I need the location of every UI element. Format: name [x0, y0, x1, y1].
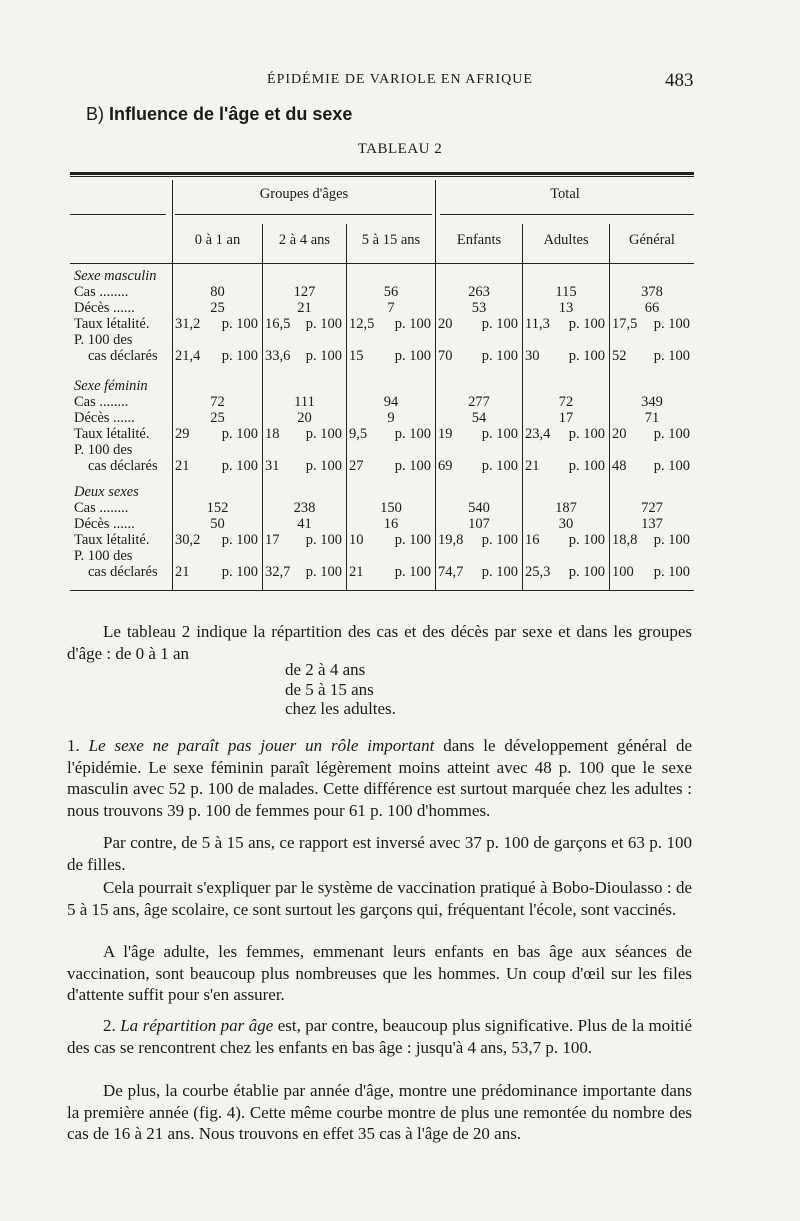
cell-value: 20 — [438, 316, 453, 332]
row-label: Cas ........ — [74, 394, 129, 410]
cell-value: 72 — [210, 394, 225, 410]
cell-value: 29 — [175, 426, 190, 442]
cell-value: 20 — [297, 410, 312, 426]
cell-value: 238 — [293, 500, 316, 516]
cell-unit: p. 100 — [394, 348, 431, 364]
cell-value: 41 — [297, 516, 312, 532]
cell-value: 17,5 — [612, 316, 638, 332]
column-header: 0 à 1 an — [194, 232, 241, 248]
cell-value: 25,3 — [525, 564, 551, 580]
cell-value: 74,7 — [438, 564, 464, 580]
cell-value: 94 — [383, 394, 399, 410]
column-header: 2 à 4 ans — [278, 232, 331, 248]
row-label: Décès ...... — [74, 516, 135, 532]
cell-value: 66 — [644, 300, 660, 316]
cell-value: 56 — [383, 284, 399, 300]
section-letter: B) — [86, 104, 104, 124]
paragraph: Cela pourrait s'expliquer par le système de vaccination pratiqué à Bobo-Dioulasso : de 5 à 15 ans, âge scolaire, ce sont surtout les garçons qui, fréquentant l'école, sont vaccinés. — [67, 878, 692, 919]
emphasis: Le sexe ne paraît pas jouer un rôle important — [88, 736, 435, 755]
cell-unit: p. 100 — [305, 316, 342, 332]
cell-value: 21 — [175, 564, 190, 580]
cell-value: 71 — [644, 410, 660, 426]
row-label: cas déclarés — [88, 564, 158, 580]
cell-value: 27 — [349, 458, 364, 474]
age-list-item: de 5 à 15 ans — [285, 679, 374, 699]
cell-value: 137 — [641, 516, 663, 532]
cell-unit: p. 100 — [653, 532, 690, 548]
cell-value: 30,2 — [175, 532, 201, 548]
cell-value: 9 — [387, 410, 395, 426]
row-label: Taux létalité. — [74, 532, 150, 548]
column-header: 5 à 15 ans — [361, 232, 421, 248]
cell-value: 20 — [612, 426, 627, 442]
cell-value: 48 — [612, 458, 627, 474]
cell-value: 187 — [555, 500, 577, 516]
group-label: Sexe féminin — [74, 378, 148, 394]
total-group-rule — [440, 214, 694, 215]
cell-value: 50 — [210, 516, 225, 532]
cell-unit: p. 100 — [653, 458, 690, 474]
cell-value: 72 — [558, 394, 574, 410]
cell-value: 16 — [383, 516, 399, 532]
page-number: 483 — [665, 70, 694, 91]
column-header: Adultes — [543, 232, 589, 248]
cell-value: 17 — [558, 410, 574, 426]
cell-value: 21,4 — [175, 348, 201, 364]
section-title: Influence de l'âge et du sexe — [109, 104, 353, 124]
cell-unit: p. 100 — [394, 564, 431, 580]
row-label: Cas ........ — [74, 500, 129, 516]
row-label: Taux létalité. — [74, 316, 150, 332]
cell-unit: p. 100 — [221, 564, 258, 580]
table-caption: TABLEAU 2 — [357, 141, 443, 157]
paragraph-number: 2. — [103, 1016, 116, 1035]
cell-value: 15 — [349, 348, 364, 364]
cell-value: 19 — [438, 426, 453, 442]
cell-value: 21 — [175, 458, 190, 474]
cell-value: 70 — [438, 348, 453, 364]
cell-value: 80 — [210, 284, 225, 300]
cell-unit: p. 100 — [568, 458, 605, 474]
cell-unit: p. 100 — [481, 316, 518, 332]
cell-value: 69 — [438, 458, 453, 474]
paragraph-text: dans le développement général de l'épidémie. Le sexe féminin paraît légèrement moins atteint avec 48 p. 100 que le sexe masculin avec 52 p. 100 de malades. Cette différence est surtout marquée chez les adultes : nous trouvons 39 p. 100 de femmes pour 61 p. 100 d'hommes. — [67, 736, 693, 820]
cell-value: 9,5 — [349, 426, 368, 442]
cell-unit: p. 100 — [305, 348, 342, 364]
header-bottom-rule — [70, 263, 694, 264]
cell-unit: p. 100 — [568, 426, 605, 442]
cell-unit: p. 100 — [481, 426, 518, 442]
row-label: cas déclarés — [88, 348, 158, 364]
cell-unit: p. 100 — [653, 426, 690, 442]
cell-value: 150 — [380, 500, 402, 516]
paragraph: Par contre, de 5 à 15 ans, ce rapport est inversé avec 37 p. 100 de garçons et 63 p. 100 de filles. — [67, 833, 692, 874]
cell-unit: p. 100 — [221, 532, 258, 548]
cell-value: 21 — [525, 458, 540, 474]
cell-unit: p. 100 — [568, 348, 605, 364]
cell-value: 540 — [468, 500, 490, 516]
row-label: P. 100 des — [74, 442, 133, 458]
cell-value: 54 — [471, 410, 487, 426]
cell-value: 53 — [471, 300, 487, 316]
paragraph: A l'âge adulte, les femmes, emmenant leurs enfants en bas âge aux séances de vaccination, sont beaucoup plus nombreuses que les hommes. Un coup d'œil sur les files d'attente suffit pour s'en assurer. — [67, 942, 692, 1004]
table-top-rule-thin — [70, 176, 694, 177]
cell-value: 25 — [210, 410, 225, 426]
cell-value: 16 — [525, 532, 540, 548]
cell-unit: p. 100 — [481, 458, 518, 474]
cell-value: 349 — [641, 394, 663, 410]
cell-value: 111 — [294, 394, 315, 410]
emphasis: La répartition par âge — [120, 1016, 274, 1035]
cell-value: 11,3 — [525, 316, 550, 332]
row-label: cas déclarés — [88, 458, 158, 474]
cell-unit: p. 100 — [481, 564, 518, 580]
cell-value: 32,7 — [265, 564, 291, 580]
cell-unit: p. 100 — [568, 532, 605, 548]
row-label: Décès ...... — [74, 300, 135, 316]
cell-unit: p. 100 — [305, 532, 342, 548]
cell-unit: p. 100 — [221, 458, 258, 474]
cell-value: 21 — [297, 300, 312, 316]
cell-unit: p. 100 — [305, 458, 342, 474]
paragraph-age — [67, 1015, 692, 1058]
column-header: Enfants — [456, 232, 502, 248]
age-group-rule — [175, 214, 432, 215]
cell-value: 30 — [525, 348, 540, 364]
table-top-rule — [70, 172, 694, 175]
row-label: Cas ........ — [74, 284, 129, 300]
cell-unit: p. 100 — [481, 348, 518, 364]
cell-value: 115 — [555, 284, 577, 300]
cell-unit: p. 100 — [221, 426, 258, 442]
cell-value: 19,8 — [438, 532, 464, 548]
age-list-item: de 2 à 4 ans — [285, 660, 366, 679]
cell-unit: p. 100 — [305, 564, 342, 580]
cell-value: 18,8 — [612, 532, 638, 548]
paragraph-sex — [67, 735, 692, 821]
stub-rule — [70, 214, 166, 215]
cell-value: 30 — [558, 516, 574, 532]
cell-unit: p. 100 — [221, 348, 258, 364]
group-label: Sexe masculin — [74, 268, 157, 284]
cell-value: 18 — [265, 426, 280, 442]
group-label: Deux sexes — [74, 484, 139, 500]
paragraph-text: est, par contre, beaucoup plus significative. Plus de la moitié des cas se rencontrent chez les enfants en bas âge : jusqu'à 4 ans, 53,7 p. 100. — [67, 1016, 692, 1057]
running-title: ÉPIDÉMIE DE VARIOLE EN AFRIQUE — [267, 72, 533, 87]
age-list-item: chez les adultes. — [285, 699, 396, 719]
cell-value: 25 — [210, 300, 225, 316]
age-list — [285, 660, 396, 719]
cell-unit: p. 100 — [305, 426, 342, 442]
cell-unit: p. 100 — [653, 564, 690, 580]
cell-unit: p. 100 — [568, 316, 605, 332]
cell-unit: p. 100 — [653, 316, 690, 332]
cell-unit: p. 100 — [568, 564, 605, 580]
cell-value: 263 — [468, 284, 490, 300]
cell-value: 33,6 — [265, 348, 291, 364]
cell-value: 31 — [265, 458, 280, 474]
cell-unit: p. 100 — [221, 316, 258, 332]
paragraph: De plus, la courbe établie par année d'âge, montre une prédominance importante dans la première année (fig. 4). Cette même courbe montre de plus une remontée du nombre des cas de 16 à 21 ans. Nous trouvons en effet 35 cas à l'âge de 20 ans. — [67, 1081, 692, 1143]
column-header: Général — [629, 232, 675, 248]
cell-value: 378 — [641, 284, 663, 300]
cell-unit: p. 100 — [394, 426, 431, 442]
cell-value: 100 — [612, 564, 634, 580]
cell-value: 23,4 — [525, 426, 551, 442]
cell-unit: p. 100 — [394, 458, 431, 474]
row-label: P. 100 des — [74, 548, 133, 564]
row-label: Taux létalité. — [74, 426, 150, 442]
cell-unit: p. 100 — [394, 316, 431, 332]
cell-unit: p. 100 — [394, 532, 431, 548]
row-label: Décès ...... — [74, 410, 135, 426]
cell-value: 727 — [641, 500, 663, 516]
cell-value: 152 — [206, 500, 229, 516]
cell-value: 17 — [265, 532, 280, 548]
cell-value: 12,5 — [349, 316, 375, 332]
cell-value: 16,5 — [265, 316, 291, 332]
paragraph-number: 1. — [67, 736, 80, 755]
cell-value: 21 — [349, 564, 364, 580]
cell-unit: p. 100 — [653, 348, 690, 364]
cell-value: 10 — [349, 532, 364, 548]
cell-unit: p. 100 — [481, 532, 518, 548]
cell-value: 107 — [468, 516, 490, 532]
header-age-groups: Groupes d'âges — [259, 186, 349, 202]
header-total: Total — [550, 186, 580, 202]
cell-value: 127 — [293, 284, 316, 300]
cell-value: 52 — [612, 348, 627, 364]
row-label: P. 100 des — [74, 332, 133, 348]
table-bottom-rule — [70, 590, 694, 591]
cell-value: 13 — [558, 300, 574, 316]
intro-paragraph: Le tableau 2 indique la répartition des cas et des décès par sexe et dans les groupes d'âge : de 0 à 1 an — [67, 622, 692, 663]
cell-value: 7 — [387, 300, 395, 316]
cell-value: 31,2 — [175, 316, 201, 332]
cell-value: 277 — [468, 394, 490, 410]
